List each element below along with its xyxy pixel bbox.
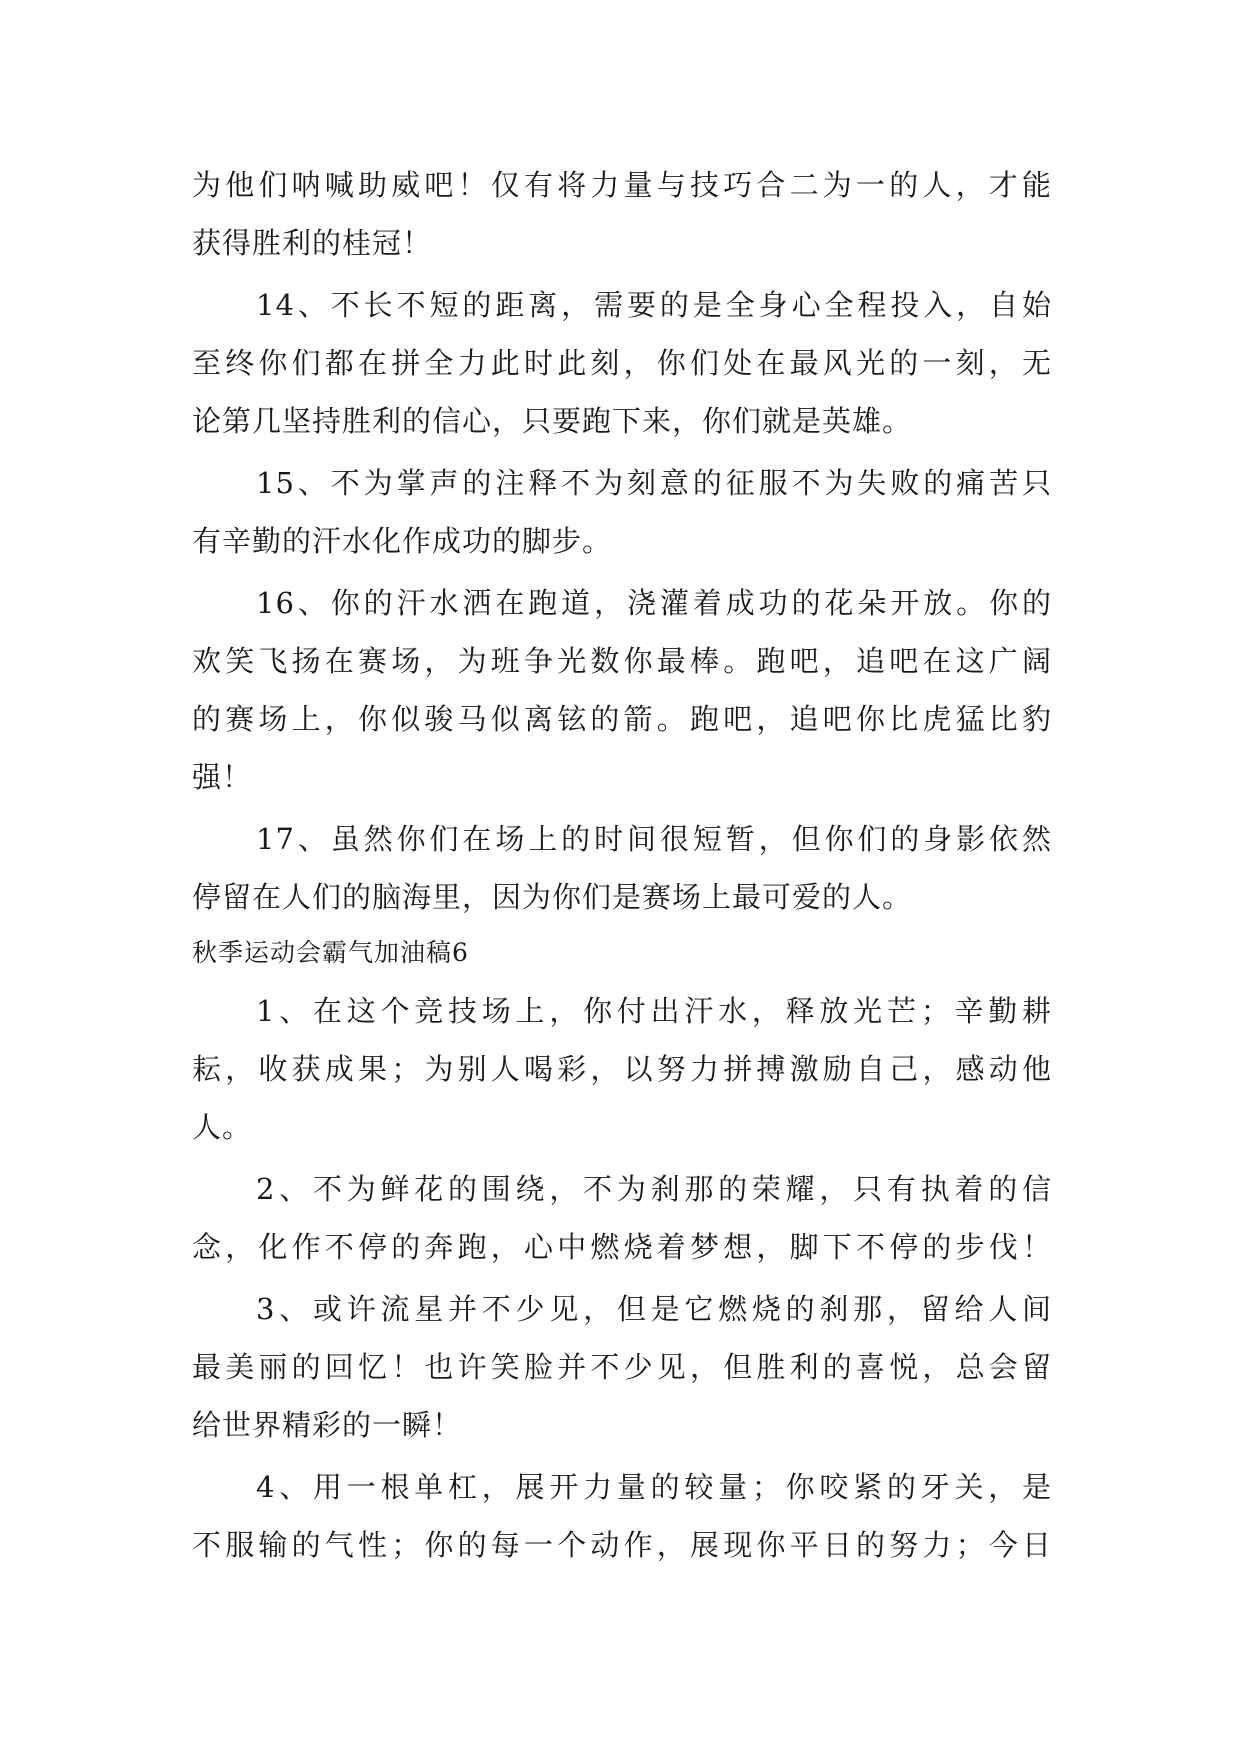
text-line: 16、你的汗水洒在跑道，浇灌着成功的花朵开放。你的 <box>256 586 1052 620</box>
paragraph-2 <box>192 1160 1052 1276</box>
text-line: 3、或许流星并不少见，但是它燃烧的刹那，留给人间 <box>256 1292 1052 1326</box>
text-line: 念，化作不停的奔跑，心中燃烧着梦想，脚下不停的步伐！ <box>192 1230 1052 1264</box>
text-line: 欢笑飞扬在赛场，为班争光数你最棒。跑吧，追吧在这广阔 <box>192 644 1052 678</box>
text-line: 为他们呐喊助威吧！仅有将力量与技巧合二为一的人，才能 <box>192 168 1052 202</box>
text-line: 强！ <box>192 760 253 794</box>
paragraph-continuation <box>192 156 1052 272</box>
paragraph-1 <box>192 982 1052 1156</box>
text-line: 的赛场上，你似骏马似离铉的箭。跑吧，追吧你比虎猛比豹 <box>192 702 1052 736</box>
paragraph-4 <box>192 1458 1052 1574</box>
text-line: 停留在人们的脑海里，因为你们是赛场上最可爱的人。 <box>192 880 913 914</box>
text-line: 不服输的气性；你的每一个动作，展现你平日的努力；今日 <box>192 1528 1052 1562</box>
section-heading: 秋季运动会霸气加油稿6 <box>192 938 469 967</box>
text-line: 4、用一根单杠，展开力量的较量；你咬紧的牙关，是 <box>256 1470 1052 1504</box>
paragraph-17 <box>192 810 1052 926</box>
paragraph-15 <box>192 454 1052 570</box>
text-line: 14、不长不短的距离，需要的是全身心全程投入，自始 <box>256 288 1052 322</box>
paragraph-16 <box>192 574 1052 806</box>
text-line: 人。 <box>192 1110 253 1144</box>
text-line: 2、不为鲜花的围绕，不为刹那的荣耀，只有执着的信 <box>256 1172 1052 1206</box>
document-page <box>192 156 1052 1578</box>
text-line: 有辛勤的汗水化作成功的脚步。 <box>192 524 613 558</box>
paragraph-14 <box>192 276 1052 450</box>
text-line: 17、虽然你们在场上的时间很短暂，但你们的身影依然 <box>256 822 1052 856</box>
text-line: 给世界精彩的一瞬！ <box>192 1408 463 1442</box>
text-line: 论第几坚持胜利的信心，只要跑下来，你们就是英雄。 <box>192 404 913 438</box>
paragraph-3 <box>192 1280 1052 1454</box>
text-line: 耘，收获成果；为别人喝彩，以努力拼搏激励自己，感动他 <box>192 1052 1052 1086</box>
text-line: 至终你们都在拼全力此时此刻，你们处在最风光的一刻，无 <box>192 346 1052 380</box>
text-line: 1、在这个竞技场上，你付出汗水，释放光芒；辛勤耕 <box>256 994 1052 1028</box>
text-line: 15、不为掌声的注释不为刻意的征服不为失败的痛苦只 <box>256 466 1052 500</box>
text-line: 获得胜利的桂冠！ <box>192 226 433 260</box>
text-line: 最美丽的回忆！也许笑脸并不少见，但胜利的喜悦，总会留 <box>192 1350 1052 1384</box>
